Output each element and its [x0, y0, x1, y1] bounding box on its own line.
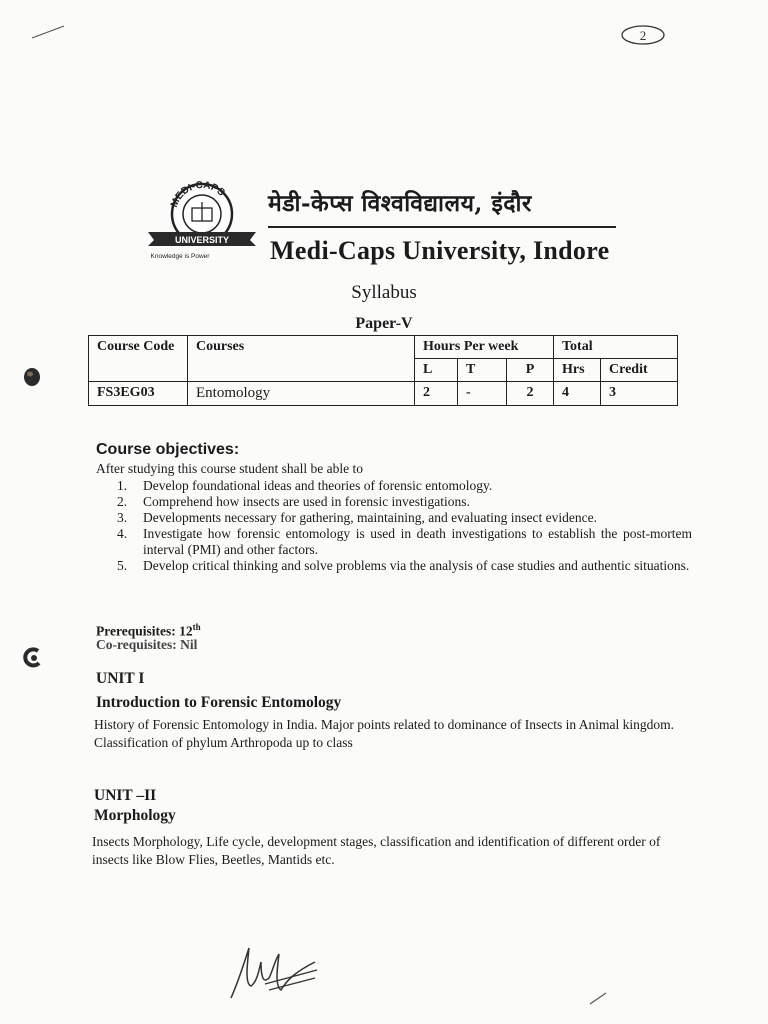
header-course-code: Course Code — [89, 336, 188, 382]
punch-hole — [22, 366, 42, 388]
unit-title: Morphology — [94, 807, 176, 824]
header-hours-per-week: Hours Per week — [415, 336, 554, 359]
unit-heading: UNIT I — [96, 670, 145, 687]
logo-motto: Knowledge is Power — [150, 253, 210, 260]
page-number: 2 — [639, 28, 647, 43]
cell-hrs: 4 — [554, 382, 601, 406]
signature — [225, 940, 320, 1004]
course-table — [88, 335, 678, 406]
university-name: Medi-Caps University, Indore — [270, 236, 610, 265]
pen-mark — [588, 990, 608, 1006]
unit-description: Insects Morphology, Life cycle, development stages, classification and identification of different order of insects like Blow Flies, Beetles, Mantids etc. — [92, 834, 661, 867]
pen-mark — [30, 22, 66, 42]
unit-heading: UNIT –II — [94, 787, 157, 804]
university-name-hindi: मेडी-केप्स विश्वविद्यालय, इंदौर — [268, 190, 532, 217]
punch-hole — [22, 645, 44, 669]
item-number: 2. — [117, 494, 128, 509]
header-l: L — [415, 359, 458, 382]
item-text: Developments necessary for gathering, maintaining, and evaluating insect evidence. — [143, 510, 597, 525]
header-credit: Credit — [601, 359, 678, 382]
item-text: Investigate how forensic entomology is used in death investigations to establish the post-mortem interval (PMI) and other factors. — [143, 526, 692, 557]
unit-title: Introduction to Forensic Entomology — [96, 694, 342, 711]
cell-course: Entomology — [188, 382, 415, 406]
table-row — [89, 382, 678, 406]
objectives-title: Course objectives: — [96, 441, 240, 458]
header-courses: Courses — [188, 336, 415, 382]
university-logo — [140, 180, 265, 260]
cell-p: 2 — [507, 382, 554, 406]
cell-course-code: FS3EG03 — [89, 382, 188, 406]
objectives-list — [117, 478, 692, 574]
cell-credit: 3 — [601, 382, 678, 406]
corequisites: Co-requisites: Nil — [96, 637, 198, 652]
table-header-row — [89, 336, 678, 359]
item-number: 4. — [117, 526, 128, 541]
item-text: Develop critical thinking and solve problems via the analysis of case studies and authentic situations. — [143, 558, 690, 573]
list-item — [117, 510, 692, 526]
logo-text: MEDI-CAPS — [168, 180, 227, 210]
unit-description: History of Forensic Entomology in India. Major points related to dominance of Insects in Animal kingdom. Classification of phylum Arthropoda up to class — [94, 717, 675, 750]
paper-label: Paper-V — [355, 315, 413, 332]
header-rule — [268, 226, 616, 228]
list-item — [117, 526, 692, 558]
list-item — [117, 478, 692, 494]
list-item — [117, 494, 692, 510]
item-text: Develop foundational ideas and theories of forensic entomology. — [143, 478, 493, 493]
header-hrs: Hrs — [554, 359, 601, 382]
logo-banner: UNIVERSITY — [174, 235, 230, 245]
prerequisites-sup: th — [192, 622, 201, 632]
header-t: T — [458, 359, 507, 382]
header-total: Total — [554, 336, 678, 359]
cell-l: 2 — [415, 382, 458, 406]
prerequisites-label: Prerequisites: 12 — [96, 623, 193, 639]
item-number: 1. — [117, 478, 128, 493]
item-text: Comprehend how insects are used in forensic investigations. — [143, 494, 470, 509]
objectives-intro: After studying this course student shall be able to — [96, 461, 363, 476]
document-title: Syllabus — [351, 282, 417, 303]
cell-t: - — [458, 382, 507, 406]
page-number-circle — [620, 24, 666, 46]
header-p: P — [507, 359, 554, 382]
item-number: 5. — [117, 558, 128, 573]
list-item — [117, 558, 692, 574]
item-number: 3. — [117, 510, 128, 525]
